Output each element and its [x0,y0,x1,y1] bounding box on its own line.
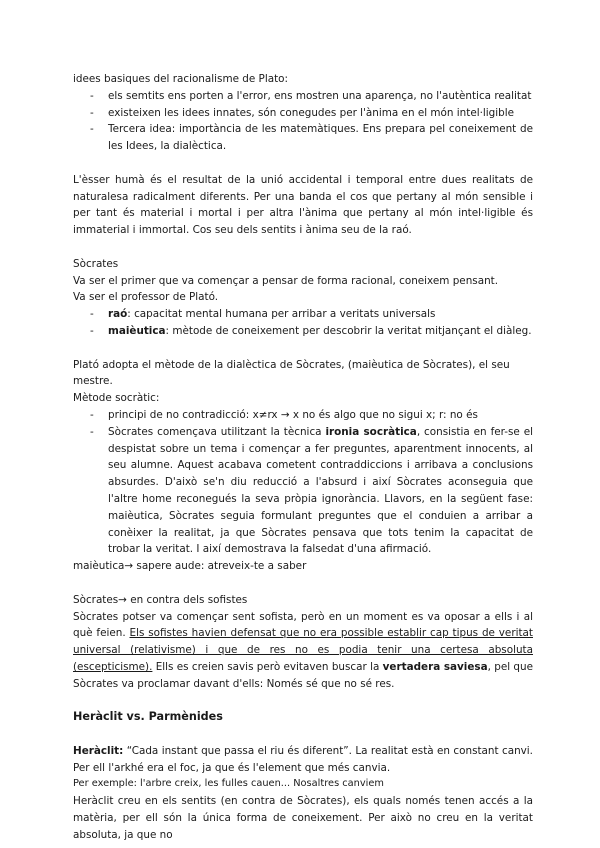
sophists-paragraph: Sòcrates potser va començar sent sofista, però en un moment es va oposar a ells i al què feien. Els sofistes havien defensat que no era possible establir cap tipus de veritat universal (relativisme) i que de res no es podia tenir una certesa absoluta (escepticisme). Ells es creien savis però evitaven buscar la vertadera saviesa, pel que Sòcrates va proclamar davant d'ells: Només sé que no sé res. [73,610,533,690]
human-paragraph: L'èsser humà és el resultat de la unió accidental i temporal entre dues realitats de naturalesa radicalment diferents. Per una banda el cos que pertany al món sensible i per tant és material i mortal i per altra l'ànima que pertany al món intel·ligible és immaterial i immortal. Cos seu dels sentits i ànima seu de la raó. [73,173,533,237]
method-line-1: Plató adopta el mètode de la dialèctica de Sòcrates, (maièutica de Sòcrates), el seu mestre. [73,358,510,388]
intro-heading: idees basiques del racionalisme de Plato: [73,73,289,85]
list-item: - maièutica: mètode de coneixement per descobrir la veritat mitjançant el diàleg. [90,324,532,337]
intro-list [73,88,533,155]
heraclit-example: Per exemple: l'arbre creix, les fulles cauen... Nosaltres canviem [73,778,384,790]
heraclit-last: Heràclit creu en els sentits (en contra de Sòcrates), els quals només tenen accés a la matèria, per ell són la única forma de coneixement. Per això no creu en la veritat absoluta, ja que no [73,795,533,841]
socrates-list [73,306,533,340]
sophists-underlined: Els sofistes havien defensat que no era possible establir cap tipus de veritat universal (relativisme) i que de res no es podia tenir una certesa absoluta (escepticisme). [73,627,533,673]
socrates-line-1: Va ser el primer que va començar a pensar de forma racional, coneixem pensant. [73,274,499,287]
list-item: - raó: capacitat mental humana per arribar a veritats universals [90,308,436,321]
socrates-line-2: Va ser el professor de Plató. [73,291,219,304]
section-heading: Heràclit vs. Parmènides [73,710,223,724]
list-item: - Sòcrates començava utilitzant la tècnica ironia socràtica, consistia en fer-se el despistat sobre un tema i començar a fer preguntes, aparentment innocents, al seu alumne. Aquest acabava cometent contraddiccions i arribava a conclusions absurdes. D'això se'n diu reducció a l'absurd i així Sòcrates aconseguia que l'altre home reconegués la seva pròpia ignorància. Llavors, en la següent fase: maièutica, Sòcrates seguia formulant preguntes que el conduien a arribar a conèixer la realitat, ja que Sòcrates pensava que tots tenim la capacitat de trobar la veritat. I així demostrava la falsedat d'una afirmació. [90,425,533,556]
method-line-2: Mètode socràtic: [73,392,160,405]
list-item: - existeixen les idees innates, són conegudes per l'ànima en el món intel·ligible [90,106,515,119]
list-item: - Tercera idea: importància de les matemàtiques. Ens prepara pel coneixement de les Idees, la dialèctica. [90,123,533,153]
socrates-title: Sòcrates [73,257,119,270]
maieutica-footer: maièutica→ sapere aude: atreveix-te a saber [73,560,307,573]
list-item: - principi de no contradicció: x≠rx → x no és algo que no sigui x; r: no és [90,408,478,421]
heraclit-paragraph: Heràclit: “Cada instant que passa el riu és diferent”. La realitat està en constant canvi. Per ell l'arkhé era el foc, ja que és l'element que més canvia. [73,744,533,774]
list-item: - els semtits ens porten a l'error, ens mostren una aparença, no l'autèntica realitat [90,89,532,102]
document-page [73,71,533,844]
method-list [73,407,533,558]
sophists-title: Sòcrates→ en contra dels sofistes [73,593,248,606]
